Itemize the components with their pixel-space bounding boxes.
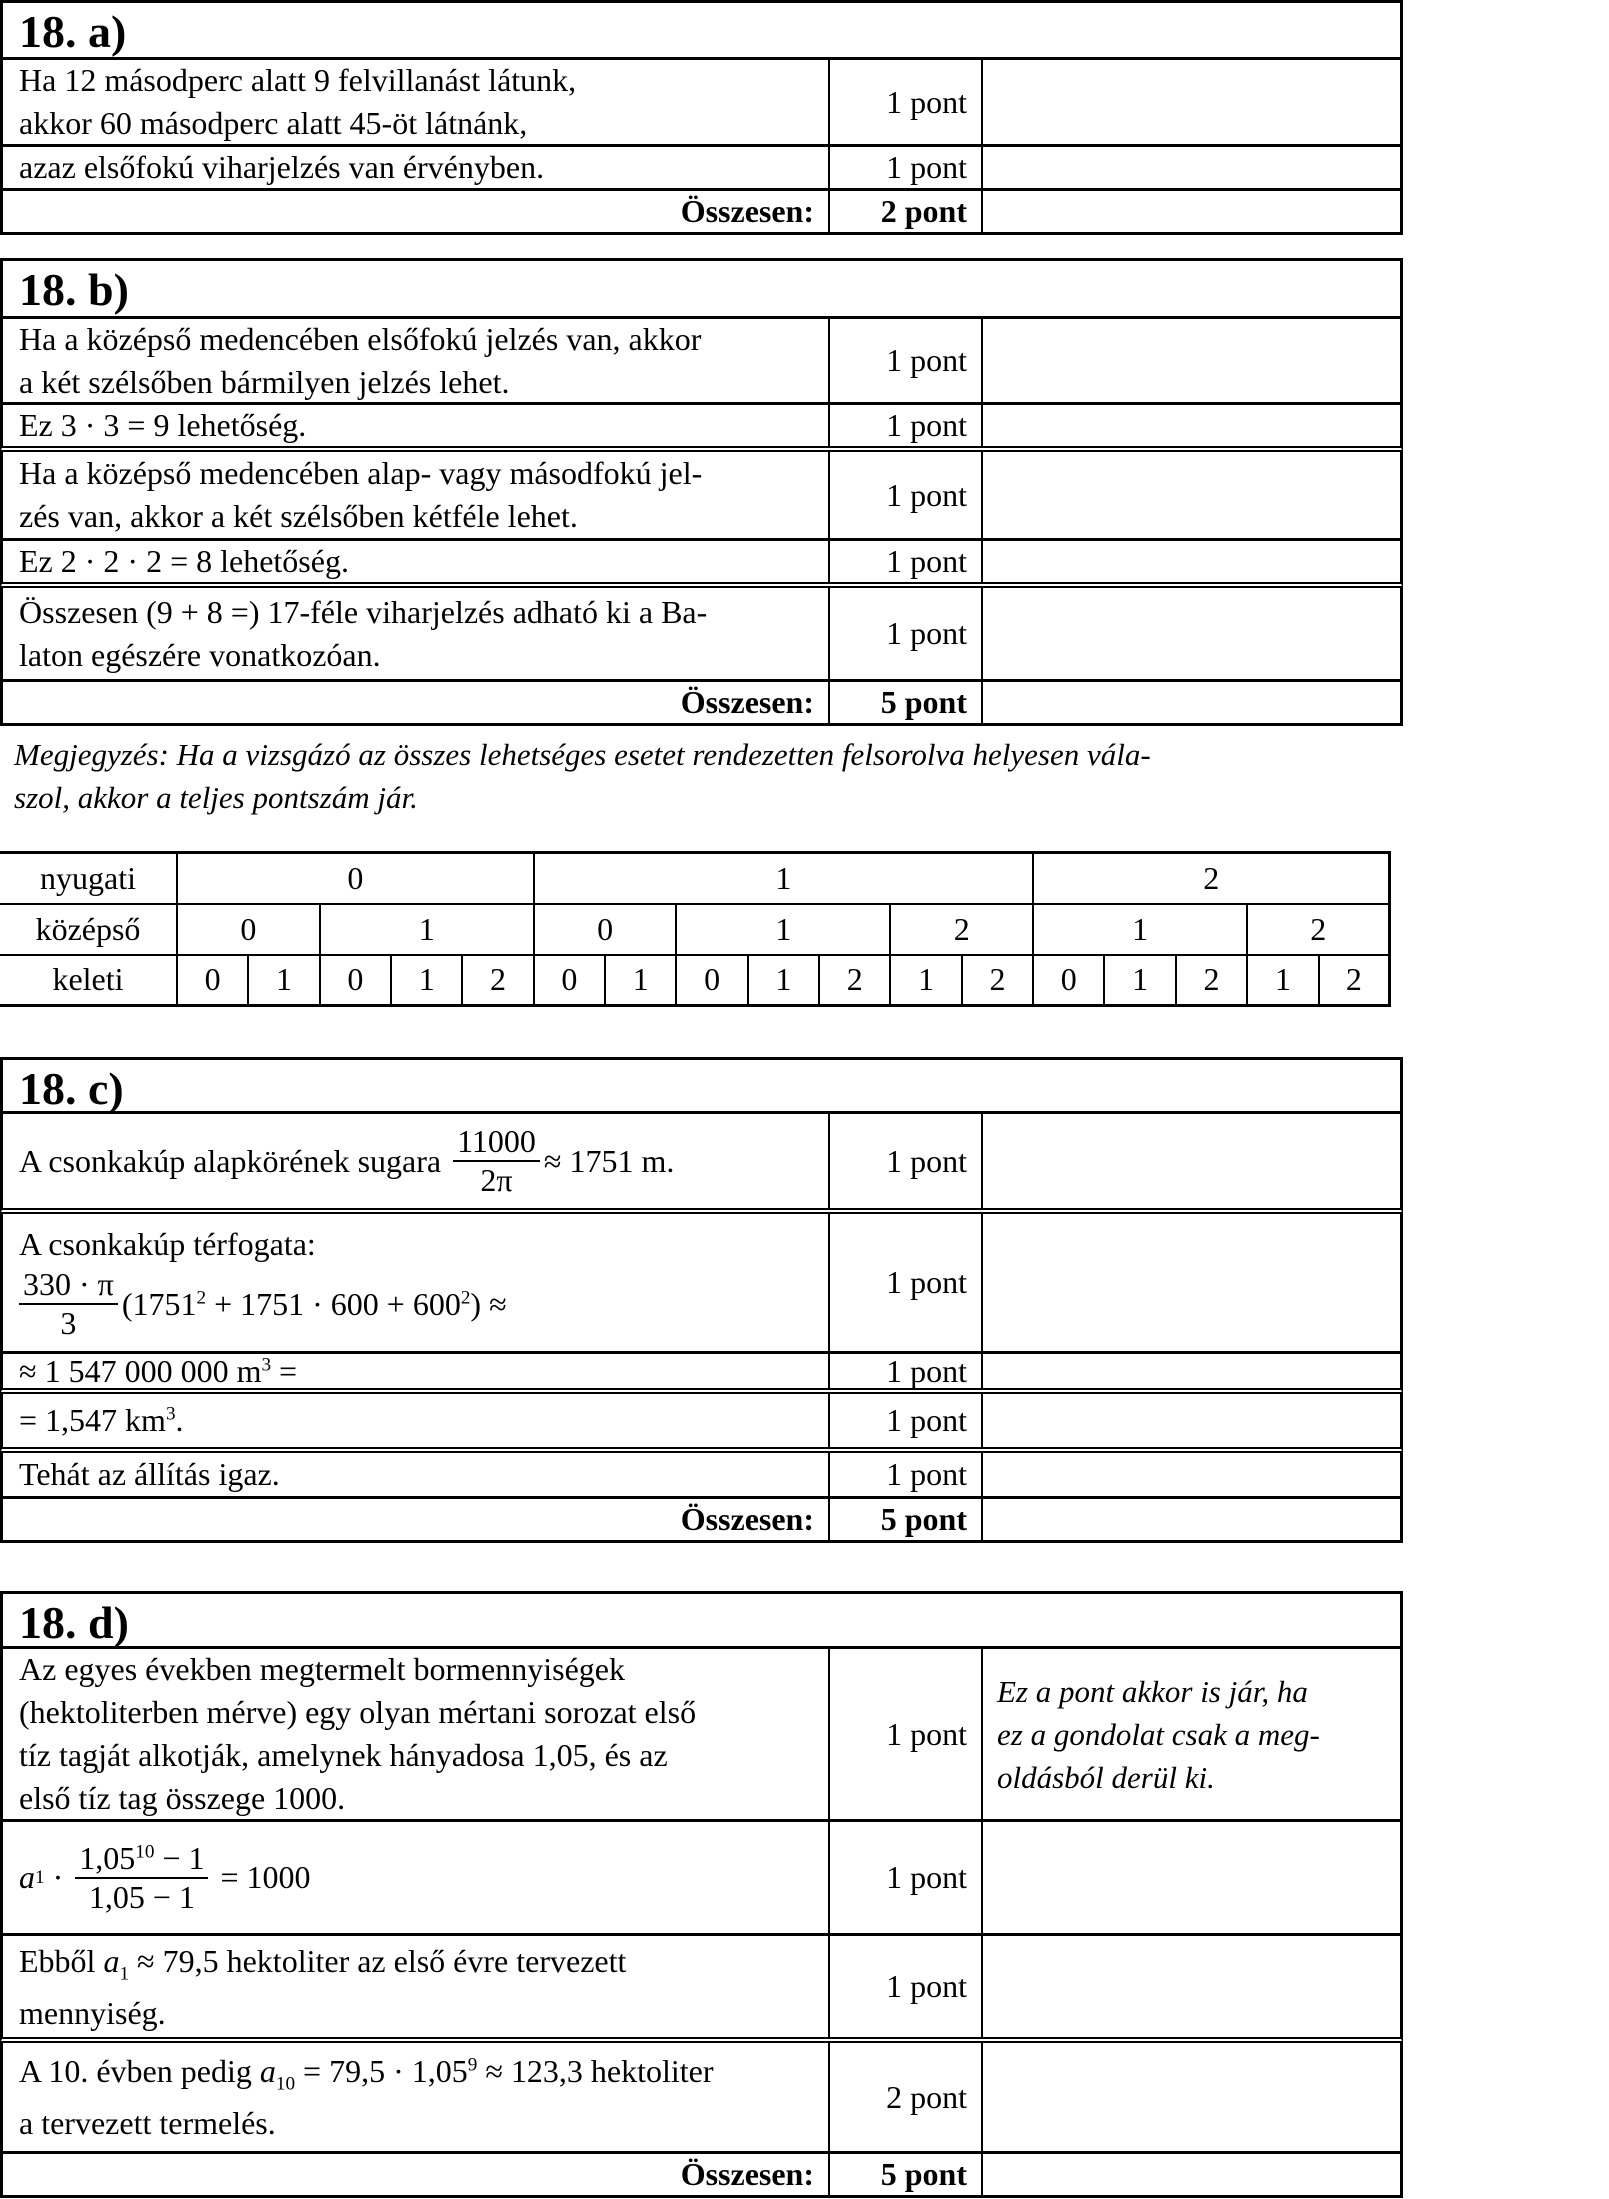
keleti-cell: 2 — [962, 955, 1033, 1006]
table-row — [0, 588, 1403, 682]
note — [14, 733, 1404, 819]
table-row — [0, 1354, 1403, 1394]
nyugati-cell: 0 — [177, 853, 534, 904]
points-cell: 2 pont — [830, 2043, 983, 2151]
combination-table — [0, 851, 1391, 1007]
keleti-cell: 1 — [1247, 955, 1318, 1006]
formula-radius — [19, 1123, 818, 1199]
comment-cell — [983, 191, 1400, 232]
var-a: a — [103, 1942, 120, 1979]
total-row — [0, 2154, 1403, 2198]
comment-cell — [983, 1936, 1400, 2037]
keleti-cell: 2 — [1319, 955, 1390, 1006]
points-cell: 1 pont — [830, 319, 983, 402]
step-text: = 79,5 · 1,05 — [295, 2053, 468, 2089]
expr-part: ) ≈ — [470, 1285, 507, 1322]
kozepso-cell: 2 — [890, 904, 1033, 955]
table-row — [0, 147, 1403, 191]
denominator: 2π — [480, 1162, 513, 1198]
denominator: 1,05 − 1 — [88, 1878, 195, 1915]
step-text: ≈ 123,3 hektoliter — [477, 2053, 714, 2089]
solution-step — [3, 541, 830, 582]
formula-volume — [19, 1266, 818, 1342]
step-text: Ha a középső medencében elsőfokú jelzés van, akkor — [19, 320, 702, 357]
solution-step — [3, 147, 830, 188]
var-a: a — [19, 1859, 35, 1895]
solution-step — [3, 1936, 830, 2037]
expr-part: (1751 — [121, 1285, 197, 1322]
comment-cell — [983, 1649, 1400, 1819]
comment-text: oldásból derül ki. — [997, 1759, 1215, 1795]
step-text: Az egyes években megtermelt bormennyiségek — [19, 1651, 625, 1687]
comment-text: ez a gondolat csak a meg- — [997, 1716, 1320, 1752]
solution-step — [3, 1822, 830, 1933]
total-label: Összesen: — [3, 1499, 830, 1540]
comment-cell — [983, 1394, 1400, 1447]
comment-cell — [983, 2043, 1400, 2151]
keleti-cell: 2 — [1176, 955, 1247, 1006]
nyugati-cell: 1 — [534, 853, 1033, 904]
step-text: tíz tagját alkotják, amelynek hányadosa 1,05, és az — [19, 1737, 668, 1773]
exponent: 2 — [196, 1286, 207, 1308]
expr-part: · — [44, 1859, 72, 1895]
table-row — [0, 1214, 1403, 1354]
total-row — [0, 191, 1403, 235]
keleti-cell: 2 — [819, 955, 890, 1006]
comment-cell — [983, 319, 1400, 402]
points-cell: 1 pont — [830, 1453, 983, 1496]
keleti-cell: 1 — [605, 955, 676, 1006]
total-row — [0, 1499, 1403, 1543]
combo-row-keleti — [0, 955, 1390, 1006]
section-title: 18. a) — [19, 6, 127, 57]
keleti-cell: 0 — [534, 955, 605, 1006]
expr-part: = 1000 — [212, 1859, 311, 1895]
total-label: Összesen: — [3, 682, 830, 723]
step-text: Ha a középső medencében alap- vagy másodfokú jel- — [19, 455, 703, 491]
table-row — [0, 2043, 1403, 2154]
expression — [122, 1283, 507, 1326]
comment-cell — [983, 1354, 1400, 1388]
row-label: keleti — [0, 955, 177, 1006]
comment-cell — [983, 1114, 1400, 1208]
kozepso-cell: 1 — [320, 904, 534, 955]
step-text: a két szélsőben bármilyen jelzés lehet. — [19, 363, 510, 400]
points-cell: 1 pont — [830, 1214, 983, 1351]
table-row — [0, 319, 1403, 405]
step-text: akkor 60 másodperc alatt 45-öt látnánk, — [19, 105, 528, 141]
section-c-header — [0, 1057, 1403, 1114]
keleti-cell: 2 — [462, 955, 533, 1006]
step-text: . — [175, 1402, 184, 1438]
numerator: 11000 — [453, 1123, 540, 1162]
kozepso-cell: 0 — [177, 904, 320, 955]
exponent: 2 — [460, 1286, 471, 1308]
fraction — [453, 1123, 540, 1199]
step-text: Tehát az állítás igaz. — [19, 1456, 280, 1492]
solution-step — [3, 2043, 830, 2151]
points-cell: 1 pont — [830, 541, 983, 582]
table-row — [0, 1394, 1403, 1453]
kozepso-cell: 2 — [1247, 904, 1390, 955]
table-row — [0, 1649, 1403, 1822]
comment-cell — [983, 452, 1400, 538]
table-row — [0, 452, 1403, 541]
row-label: középső — [0, 904, 177, 955]
total-points: 5 pont — [830, 1499, 983, 1540]
solution-step — [3, 588, 830, 679]
exponent: 3 — [165, 1403, 176, 1425]
comment-cell — [983, 405, 1400, 446]
solution-step — [3, 1453, 830, 1496]
step-text: ≈ 79,5 hektoliter az első évre tervezett — [129, 1942, 627, 1979]
points-cell: 1 pont — [830, 1936, 983, 2037]
kozepso-cell: 0 — [534, 904, 677, 955]
points-cell: 1 pont — [830, 1649, 983, 1819]
table-row — [0, 1822, 1403, 1936]
combo-row-nyugati — [0, 853, 1390, 904]
points-cell: 1 pont — [830, 60, 983, 144]
step-text: = — [271, 1352, 298, 1389]
expr-part: 1,05 — [79, 1839, 136, 1876]
keleti-cell: 0 — [676, 955, 747, 1006]
comment-cell — [983, 682, 1400, 723]
keleti-cell: 1 — [248, 955, 319, 1006]
solution-step — [3, 1114, 830, 1208]
step-text: azaz elsőfokú viharjelzés van érvényben. — [19, 149, 545, 185]
points-cell: 1 pont — [830, 1394, 983, 1447]
table-row — [0, 1936, 1403, 2043]
keleti-cell: 0 — [177, 955, 248, 1006]
denominator: 3 — [60, 1305, 77, 1341]
numerator — [75, 1840, 208, 1879]
table-row — [0, 541, 1403, 588]
keleti-cell: 1 — [391, 955, 462, 1006]
solution-step — [3, 319, 830, 402]
step-text: ≈ 1751 m. — [543, 1142, 675, 1179]
total-label: Összesen: — [3, 191, 830, 232]
combo-row-kozepso — [0, 904, 1390, 955]
points-cell: 1 pont — [830, 1114, 983, 1208]
keleti-cell: 1 — [748, 955, 819, 1006]
section-a-header — [0, 0, 1403, 60]
comment-cell — [983, 1453, 1400, 1496]
solution-step — [3, 1649, 830, 1819]
comment-cell — [983, 1822, 1400, 1933]
comment-cell — [983, 1214, 1400, 1351]
fraction — [75, 1840, 208, 1916]
row-label: nyugati — [0, 853, 177, 904]
comment-cell — [983, 588, 1400, 679]
table-row — [0, 1114, 1403, 1214]
nyugati-cell: 2 — [1033, 853, 1390, 904]
comment-cell — [983, 147, 1400, 188]
solution-step — [3, 452, 830, 538]
table-row — [0, 60, 1403, 147]
step-text: (hektoliterben mérve) egy olyan mértani sorozat első — [19, 1694, 697, 1730]
step-text: A csonkakúp alapkörének sugara — [19, 1142, 442, 1179]
exponent: 9 — [467, 2054, 478, 2076]
keleti-cell: 1 — [1104, 955, 1175, 1006]
section-title: 18. c) — [19, 1063, 124, 1114]
formula-sum: a 1 · $\frac{1,05^{10} - 1}{1,05 - 1}$ = 1000 — [19, 1839, 311, 1915]
fraction — [19, 1266, 118, 1342]
section-d-header — [0, 1591, 1403, 1649]
comment-cell — [983, 1499, 1400, 1540]
comment-cell — [983, 2154, 1400, 2195]
step-text: laton egészére vonatkozóan. — [19, 636, 381, 673]
comment-cell — [983, 541, 1400, 582]
points-cell: 1 pont — [830, 1822, 983, 1933]
solution-step — [3, 1394, 830, 1447]
kozepso-cell: 1 — [1033, 904, 1247, 955]
keleti-cell: 0 — [320, 955, 391, 1006]
step-text: = 1,547 km — [19, 1402, 166, 1438]
step-text: Ez 3 · 3 = 9 lehetőség. — [19, 407, 307, 443]
total-row — [0, 682, 1403, 726]
total-points: 5 pont — [830, 682, 983, 723]
total-label: Összesen: — [3, 2154, 830, 2195]
section-title: 18. b) — [19, 264, 129, 315]
table-row — [0, 405, 1403, 452]
points-cell: 1 pont — [830, 452, 983, 538]
points-cell: 1 pont — [830, 405, 983, 446]
points-cell: 1 pont — [830, 1354, 983, 1388]
var-a: a — [259, 2053, 276, 2089]
solution-step — [3, 60, 830, 144]
kozepso-cell: 1 — [676, 904, 890, 955]
step-text: Összesen (9 + 8 =) 17-féle viharjelzés adható ki a Ba- — [19, 593, 708, 630]
numerator: 330 · π — [19, 1266, 118, 1305]
step-text: mennyiség. — [19, 1994, 166, 2031]
exponent: 3 — [261, 1353, 272, 1375]
step-text: A 10. évben pedig — [19, 2053, 260, 2089]
expr-part: + 1751 · 600 + 600 — [206, 1285, 461, 1322]
solution-step — [3, 1354, 830, 1388]
section-b-header — [0, 258, 1403, 319]
note-text: szol, akkor a teljes pontszám jár. — [14, 780, 418, 815]
step-text: Ez 2 · 2 · 2 = 8 lehetőség. — [19, 543, 349, 579]
step-text: Ha 12 másodperc alatt 9 felvillanást látunk, — [19, 62, 577, 98]
comment-text: Ez a pont akkor is jár, ha — [997, 1673, 1308, 1709]
step-text: zés van, akkor a két szélsőben kétféle lehet. — [19, 498, 578, 534]
note-text: Megjegyzés: Ha a vizsgázó az összes lehetséges esetet rendezetten felsorolva helyesen vála- — [14, 737, 1151, 772]
total-points: 2 pont — [830, 191, 983, 232]
keleti-cell: 1 — [890, 955, 961, 1006]
solution-step — [3, 1214, 830, 1351]
section-title: 18. d) — [19, 1597, 129, 1648]
points-cell: 1 pont — [830, 147, 983, 188]
solution-step — [3, 405, 830, 446]
step-text: A csonkakúp térfogata: — [19, 1226, 316, 1263]
expr-part: − 1 — [154, 1839, 205, 1876]
subscript: 1 — [119, 1962, 130, 1984]
step-text: a tervezett termelés. — [19, 2105, 276, 2141]
comment-cell — [983, 60, 1400, 144]
subscript: 10 — [275, 2073, 296, 2095]
exponent: 10 — [135, 1841, 155, 1863]
table-row — [0, 1453, 1403, 1499]
step-text: Ebből — [19, 1942, 104, 1979]
step-text: ≈ 1 547 000 000 m — [19, 1352, 262, 1389]
keleti-cell: 0 — [1033, 955, 1104, 1006]
step-text: első tíz tag összege 1000. — [19, 1780, 346, 1816]
total-points: 5 pont — [830, 2154, 983, 2195]
points-cell: 1 pont — [830, 588, 983, 679]
